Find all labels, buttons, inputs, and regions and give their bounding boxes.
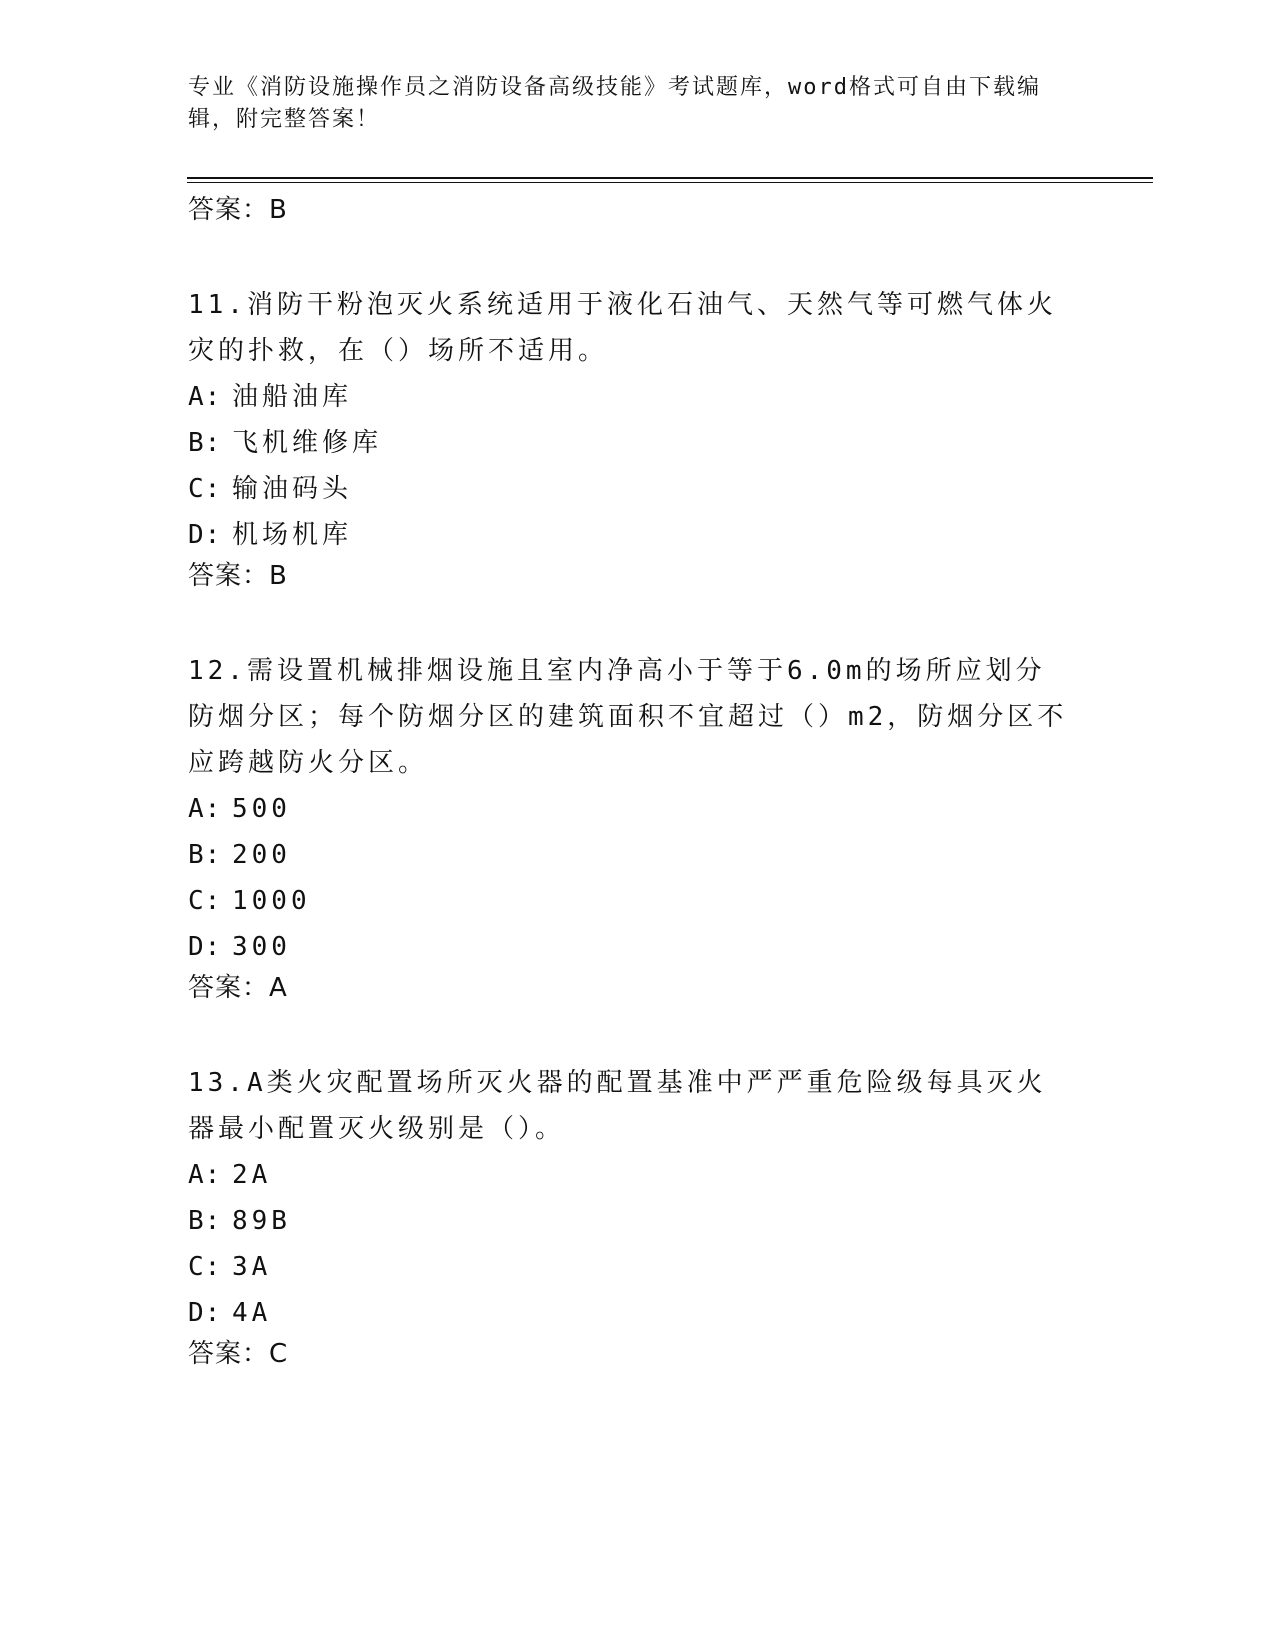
question-13 [188, 1060, 1088, 1372]
header-divider-thick [187, 177, 1153, 179]
option-c [188, 1244, 1088, 1290]
option-key: D: [188, 1298, 222, 1328]
option-value: 3A [232, 1252, 272, 1282]
option-value: 机场机库 [232, 520, 353, 550]
option-value: 输油码头 [232, 474, 353, 504]
question-stem: 11.消防干粉泡灭火系统适用于液化石油气、天然气等可燃气体火灾的扑救，在（）场所不适用。 [188, 290, 1057, 366]
question-stem: 13.A类火灾配置场所灭火器的配置基准中严严重危险级每具灭火器最小配置灭火级别是（）。 [188, 1068, 1047, 1144]
question-stem: 12.需设置机械排烟设施且室内净高小于等于6.0m的场所应划分防烟分区；每个防烟分区的建筑面积不宜超过（）m2，防烟分区不应跨越防火分区。 [188, 656, 1068, 778]
option-key: B: [188, 1206, 222, 1236]
option-a [188, 1152, 1088, 1198]
option-key: C: [188, 886, 222, 916]
option-c [188, 878, 1088, 924]
option-a [188, 374, 1088, 420]
option-key: B: [188, 840, 222, 870]
option-value: 89B [232, 1206, 291, 1236]
header-divider-thin [187, 182, 1153, 183]
header-text: 专业《消防设施操作员之消防设备高级技能》考试题库，word格式可自由下载编辑，附完整答案！ [188, 75, 1041, 132]
option-value: 油船油库 [232, 382, 353, 412]
option-key: B: [188, 428, 222, 458]
question-11 [188, 282, 1088, 594]
option-key: D: [188, 520, 222, 550]
option-d [188, 1290, 1088, 1336]
option-key: D: [188, 932, 222, 962]
option-d [188, 512, 1088, 558]
document-body [188, 192, 1088, 1372]
option-value: 500 [232, 794, 291, 824]
option-key: C: [188, 1252, 222, 1282]
option-value: 4A [232, 1298, 272, 1328]
option-b [188, 1198, 1088, 1244]
document-header [188, 72, 1088, 136]
question-12 [188, 648, 1088, 1006]
answer: 答案：A [188, 973, 288, 1003]
option-value: 1000 [232, 886, 311, 916]
option-b [188, 832, 1088, 878]
option-key: A: [188, 1160, 222, 1190]
option-key: A: [188, 382, 222, 412]
option-value: 飞机维修库 [232, 428, 383, 458]
option-b [188, 420, 1088, 466]
option-c [188, 466, 1088, 512]
option-a [188, 786, 1088, 832]
option-key: A: [188, 794, 222, 824]
previous-answer: 答案：B [188, 195, 288, 225]
answer: 答案：C [188, 1339, 289, 1369]
option-value: 300 [232, 932, 291, 962]
option-d [188, 924, 1088, 970]
answer: 答案：B [188, 561, 288, 591]
option-key: C: [188, 474, 222, 504]
option-value: 2A [232, 1160, 272, 1190]
option-value: 200 [232, 840, 291, 870]
